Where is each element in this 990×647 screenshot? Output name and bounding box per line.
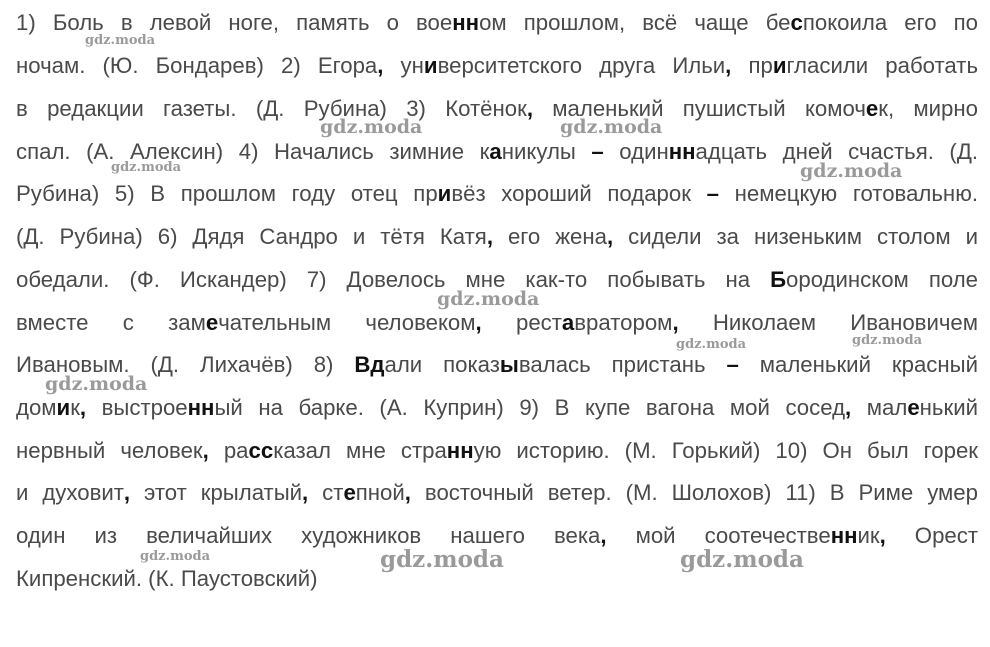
text-line-8 [16, 308, 978, 338]
text-fragment: пной [355, 480, 405, 505]
text-fragment: маленький красный [738, 352, 978, 377]
highlighted-fragment: е [343, 480, 356, 505]
text-fragment: этот крылатый [130, 480, 303, 505]
text-fragment: нький [919, 395, 978, 420]
text-fragment: нервный человек [16, 438, 203, 463]
highlighted-fragment: , [475, 310, 482, 335]
text-line-1 [16, 8, 978, 38]
text-fragment: (Д. Рубина) 6) Дядя Сандро и тётя Катя [16, 224, 487, 249]
highlighted-fragment: а [489, 139, 502, 164]
text-fragment: ра [208, 438, 249, 463]
text-line-5 [16, 179, 978, 209]
text-fragment: ун [383, 53, 424, 78]
text-fragment: его жена [492, 224, 607, 249]
text-fragment: сидели за низеньким столом и [613, 224, 978, 249]
text-fragment: верситетского друга Ильи [437, 53, 726, 78]
text-fragment: вместе с зам [16, 310, 206, 335]
text-fragment: один из величайших художников нашего века [16, 523, 601, 548]
highlighted-fragment: , [123, 480, 131, 505]
text-fragment: Рубина) 5) В прошлом году отец пр [16, 181, 438, 206]
text-fragment: чательным человеком [218, 310, 476, 335]
text-fragment: Николаем Ивановичем [678, 310, 979, 335]
highlighted-fragment: е [205, 310, 219, 335]
highlighted-fragment: , [377, 53, 384, 78]
text-line-3 [16, 94, 978, 124]
text-fragment: адцать дней счастья. (Д. [695, 139, 979, 164]
watermark: gdz.moda [85, 33, 156, 48]
text-fragment: один [603, 139, 669, 164]
text-line-9 [16, 350, 978, 380]
text-fragment: пр [731, 53, 773, 78]
highlighted-fragment: , [879, 523, 886, 548]
text-fragment: вратором [574, 310, 673, 335]
watermark: gdz.moda [800, 160, 903, 182]
text-fragment: мой соотечестве [606, 523, 831, 548]
highlighted-fragment: , [79, 395, 87, 420]
text-line-2 [16, 51, 978, 81]
highlighted-fragment: , [202, 438, 209, 463]
text-fragment: мал [851, 395, 908, 420]
highlighted-fragment: е [865, 96, 879, 121]
text-fragment: маленький пушистый комоч [532, 96, 866, 121]
text-fragment: вёз хороший подарок [451, 181, 707, 206]
highlighted-fragment: нн [446, 438, 474, 463]
watermark: gdz.moda [45, 373, 148, 395]
highlighted-fragment: и [437, 181, 452, 206]
watermark: gdz.moda [437, 288, 540, 310]
text-fragment: Ивановым. (Д. Лихачёв) 8) [16, 352, 355, 377]
text-fragment: 1) Боль в левой ноге, память о вое [16, 10, 453, 35]
text-fragment: спал. (А. Алексин) 4) Начались зимние к [16, 139, 490, 164]
highlighted-fragment: , [526, 96, 533, 121]
text-fragment: восточный ветер. (М. Шолохов) 11) В Риме умер [410, 480, 978, 505]
highlighted-fragment: нн [187, 395, 215, 420]
text-line-11 [16, 436, 978, 466]
text-fragment: никулы [501, 139, 592, 164]
highlighted-fragment: Б [770, 267, 787, 292]
watermark: gdz.moda [676, 337, 747, 352]
text-line-12 [16, 478, 978, 508]
text-fragment: покоила его по [802, 10, 978, 35]
highlighted-fragment: ы [499, 352, 519, 377]
text-fragment: немецкую готовальню. [718, 181, 978, 206]
watermark: gdz.moda [380, 546, 504, 573]
highlighted-fragment: – [706, 181, 719, 206]
text-fragment: валась пристань [518, 352, 727, 377]
highlighted-fragment: и [56, 395, 71, 420]
highlighted-fragment: , [404, 480, 411, 505]
highlighted-fragment: а [561, 310, 575, 335]
watermark: gdz.moda [680, 546, 804, 573]
highlighted-fragment: Вд [354, 352, 385, 377]
text-fragment: ик [857, 523, 880, 548]
highlighted-fragment: , [302, 480, 309, 505]
text-line-10 [16, 393, 978, 423]
highlighted-fragment: нн [668, 139, 696, 164]
highlighted-fragment: , [606, 224, 614, 249]
highlighted-fragment: , [725, 53, 732, 78]
highlighted-fragment: е [907, 395, 920, 420]
highlighted-fragment: и [423, 53, 438, 78]
text-fragment: али показ [384, 352, 500, 377]
text-fragment: ст [308, 480, 344, 505]
watermark: gdz.moda [140, 549, 211, 564]
text-fragment: к, мирно [878, 96, 978, 121]
text-fragment: ый на барке. (А. Куприн) 9) В купе вагона мой сосед [214, 395, 846, 420]
highlighted-fragment: , [600, 523, 607, 548]
watermark: gdz.moda [560, 116, 663, 138]
text-fragment: обедали. (Ф. Искандер) 7) Довелось мне как-то побывать на [16, 267, 771, 292]
highlighted-fragment: с [790, 10, 803, 35]
text-fragment: в редакции газеты. (Д. Рубина) 3) Котёнок [16, 96, 527, 121]
highlighted-fragment: нн [830, 523, 858, 548]
highlighted-fragment: , [486, 224, 493, 249]
text-fragment: ом прошлом, всё чаще бе [479, 10, 791, 35]
watermark: gdz.moda [320, 116, 423, 138]
highlighted-fragment: и [772, 53, 787, 78]
highlighted-fragment: – [726, 352, 739, 377]
text-fragment: ородинском поле [786, 267, 978, 292]
highlighted-fragment: сс [248, 438, 274, 463]
text-line-6 [16, 222, 978, 252]
highlighted-fragment: , [845, 395, 852, 420]
text-fragment: к [70, 395, 80, 420]
text-fragment: казал мне стра [273, 438, 447, 463]
text-fragment: Орест [885, 523, 979, 548]
highlighted-fragment: – [591, 139, 604, 164]
text-fragment: дом [16, 395, 57, 420]
watermark: gdz.moda [852, 333, 923, 348]
text-fragment: гласили работать [786, 53, 979, 78]
text-fragment: выстрое [86, 395, 188, 420]
text-fragment: рест [481, 310, 562, 335]
text-fragment: ую историю. (М. Горький) 10) Он был горек [473, 438, 979, 463]
highlighted-fragment: , [672, 310, 679, 335]
watermark: gdz.moda [111, 160, 182, 175]
text-fragment: ночам. (Ю. Бондарев) 2) Егора [16, 53, 378, 78]
highlighted-fragment: нн [452, 10, 480, 35]
text-fragment: и духовит [16, 480, 124, 505]
text-fragment: Кипренский. (К. Паустовский) [16, 566, 318, 591]
